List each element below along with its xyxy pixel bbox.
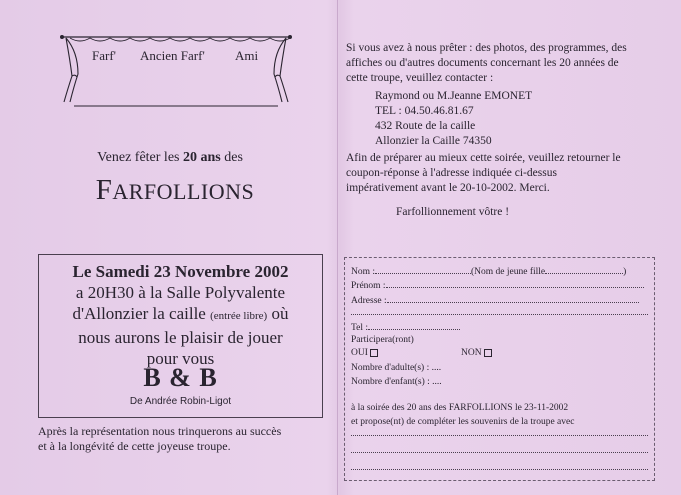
label-oui: OUI [351, 348, 368, 358]
intro-bold: 20 ans [183, 150, 221, 165]
souvenirs-line-3[interactable] [351, 469, 648, 470]
event-date: Le Samedi 23 Novembre 2002 [72, 262, 289, 281]
label-ancien-farf: Ancien Farf' [140, 48, 205, 63]
contact-tel: TEL : 04.50.46.81.67 [375, 105, 474, 117]
field-adresse[interactable] [351, 293, 639, 306]
request-paragraph [346, 41, 656, 86]
closing-line-1: Après la représentation nous trinquerons au succès [38, 424, 282, 438]
jeune-fille-line[interactable] [545, 264, 623, 274]
intro-prefix: Venez fêter les [97, 150, 183, 165]
soiree-line: à la soirée des 20 ans des FARFOLLIONS le 23-11-2002 [351, 403, 569, 413]
nom-line[interactable] [375, 264, 471, 274]
signoff: Farfollionnement vôtre ! [396, 206, 510, 218]
play-author: De Andrée Robin-Ligot [129, 396, 232, 407]
event-town-name: d'Allonzier la caille [72, 304, 211, 323]
non-checkbox[interactable] [484, 349, 492, 357]
closing-line-2: et à la longévité de cette joyeuse troupe. [38, 439, 231, 453]
field-tel[interactable] [351, 320, 460, 333]
label-tel: Tel : [351, 323, 369, 333]
event-town [39, 303, 322, 327]
option-oui[interactable] [351, 348, 378, 358]
prepare-line-2: coupon-réponse à l'adresse indiquée ci-dessus [346, 167, 557, 179]
field-enfants[interactable]: Nombre d'enfant(s) : .... [351, 377, 442, 387]
souvenirs-line-2[interactable] [351, 452, 648, 453]
souvenirs-line-1[interactable] [351, 435, 648, 436]
adresse-line[interactable] [387, 293, 639, 303]
rod-end-left [60, 35, 64, 39]
request-line-2: affiches ou d'autres documents concernant les 20 années de [346, 57, 619, 69]
contact-street: 432 Route de la caille [375, 120, 476, 132]
reply-coupon [344, 257, 655, 481]
adresse-line-2[interactable] [351, 314, 648, 315]
prepare-line-1: Afin de préparer au mieux cette soirée, veuillez retourner le [346, 152, 621, 164]
label-prenom: Prénom : [351, 281, 386, 291]
intro-line [0, 150, 340, 166]
prenom-line[interactable] [386, 278, 644, 288]
label-farf: Farf' [92, 48, 117, 63]
jeune-fille-close: ) [623, 267, 627, 277]
intro-suffix: des [220, 150, 243, 165]
tel-line[interactable] [368, 320, 460, 330]
fold-line [337, 0, 338, 495]
prepare-paragraph [346, 151, 656, 196]
participera-label: Participera(ront) [351, 335, 414, 345]
contact-block [375, 89, 532, 149]
event-time-place: a 20H30 à la Salle Polyvalente [75, 283, 286, 302]
brand-rest: ARFOLLIONS [112, 179, 255, 204]
event-text [39, 261, 322, 369]
play-title: B & B [143, 363, 218, 392]
oui-checkbox[interactable] [370, 349, 378, 357]
label-non: NON [461, 348, 482, 358]
label-ami: Ami [235, 48, 259, 63]
prepare-line-3: impérativement avant le 20-10-2002. Merci. [346, 182, 550, 194]
propose-line: et propose(nt) de compléter les souvenirs de la troupe avec [351, 417, 575, 427]
closing-text [38, 424, 338, 454]
option-non[interactable] [461, 348, 492, 358]
field-adultes[interactable]: Nombre d'adulte(s) : .... [351, 363, 442, 373]
label-adresse: Adresse : [351, 296, 387, 306]
brand-title [0, 174, 350, 207]
event-free-entry: (entrée libre) [210, 310, 268, 322]
event-box [38, 254, 323, 418]
label-nom: Nom : [351, 267, 376, 277]
curtain-illustration [60, 30, 292, 110]
field-nom[interactable] [351, 264, 626, 277]
label-jeune-fille: (Nom de jeune fille [471, 267, 546, 277]
field-prenom[interactable] [351, 278, 644, 291]
curtain-right [274, 38, 288, 102]
curtain-left [64, 38, 78, 102]
event-pleasure: nous aurons le plaisir de jouer [78, 328, 283, 347]
event-town-suffix: où [267, 304, 289, 323]
event-for-you: pour vous [146, 349, 215, 368]
request-line-3: cette troupe, veuillez contacter : [346, 72, 494, 84]
brand-initial: F [95, 174, 113, 206]
contact-city: Allonzier la Caille 74350 [375, 135, 492, 147]
contact-name: Raymond ou M.Jeanne EMONET [375, 90, 533, 102]
curtain-valance [70, 38, 290, 41]
request-line-1: Si vous avez à nous prêter : des photos, des programmes, des [346, 42, 627, 54]
